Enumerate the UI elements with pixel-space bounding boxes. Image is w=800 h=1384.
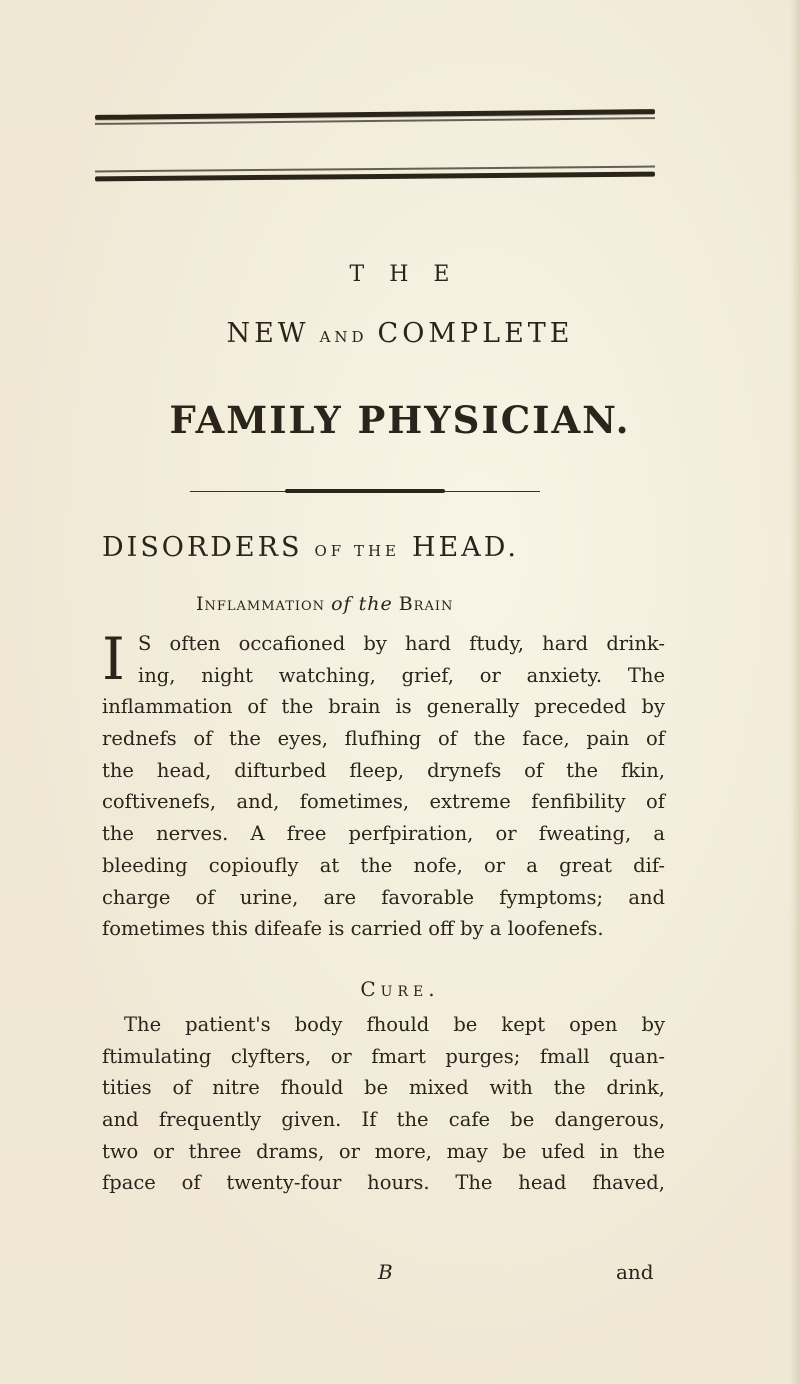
title-the: T H E: [349, 262, 459, 287]
section-heading: [102, 532, 519, 563]
paragraph-1-line: the head, difturbed fleep, drynefs of the fkin,: [102, 758, 665, 782]
paragraph-1-line: S often occafioned by hard ftudy, hard drink-: [138, 632, 665, 655]
paragraph-1-text: [102, 625, 665, 945]
page-title: FAMILY PHYSICIAN.: [169, 398, 631, 442]
subheading-brain: Brain: [398, 593, 454, 615]
section-heading-head: HEAD.: [411, 532, 520, 563]
title-subtitle: [0, 318, 800, 349]
paragraph-2-line: ftimulating clyfters, or fmart purges; fmall quan-: [102, 1044, 665, 1068]
subheading-inflammation: Inflammation: [196, 593, 326, 615]
paragraph-1-line: bleeding copioufly at the nofe, or a great dif-: [102, 853, 665, 877]
section-divider-ornament: [285, 489, 445, 493]
paragraph-2-line: two or three drams, or more, may be ufed in the: [102, 1139, 665, 1163]
paragraph-1-line: the nerves. A free perfpiration, or fweating, a: [102, 822, 665, 846]
subtitle-new: NEW: [226, 318, 310, 349]
section-heading-disorders: DISORDERS: [102, 532, 303, 563]
paragraph-2-line: The patient's body fhould be kept open by: [124, 1013, 665, 1036]
subtitle-complete: COMPLETE: [377, 318, 574, 349]
section-heading-of-the: OF THE: [314, 542, 400, 560]
paragraph-2-line: fpace of twenty-four hours. The head fhaved,: [102, 1171, 665, 1195]
paragraph-1-line: coftivenefs, and, fometimes, extreme fenfibility of: [102, 790, 665, 814]
drop-cap: I: [102, 625, 125, 693]
subheading: [196, 593, 453, 615]
paragraph-1-line: rednefs of the eyes, flufhing of the face, pain of: [102, 727, 665, 751]
cure-heading: Cure.: [360, 977, 440, 1001]
paragraph-1: [102, 625, 665, 945]
ornamental-rule-lower: [95, 172, 655, 182]
paragraph-1-line: fometimes this difeafe is carried off by a loofenefs.: [102, 917, 604, 941]
paragraph-1-line: charge of urine, are favorable fymptoms; and: [102, 885, 665, 909]
paragraph-2-line: and frequently given. If the cafe be dangerous,: [102, 1108, 665, 1132]
catchword: and: [616, 1260, 654, 1284]
signature-mark: B: [378, 1260, 393, 1284]
subheading-of-the: of the: [331, 593, 393, 615]
subtitle-and: AND: [319, 328, 368, 346]
paragraph-1-line: inflammation of the brain is generally preceded by: [102, 695, 665, 719]
paragraph-2: [102, 1009, 665, 1199]
paragraph-2-line: tities of nitre fhould be mixed with the drink,: [102, 1076, 665, 1100]
page-edge-shadow: [790, 0, 800, 1384]
paragraph-1-line: ing, night watching, grief, or anxiety. The: [138, 663, 665, 687]
